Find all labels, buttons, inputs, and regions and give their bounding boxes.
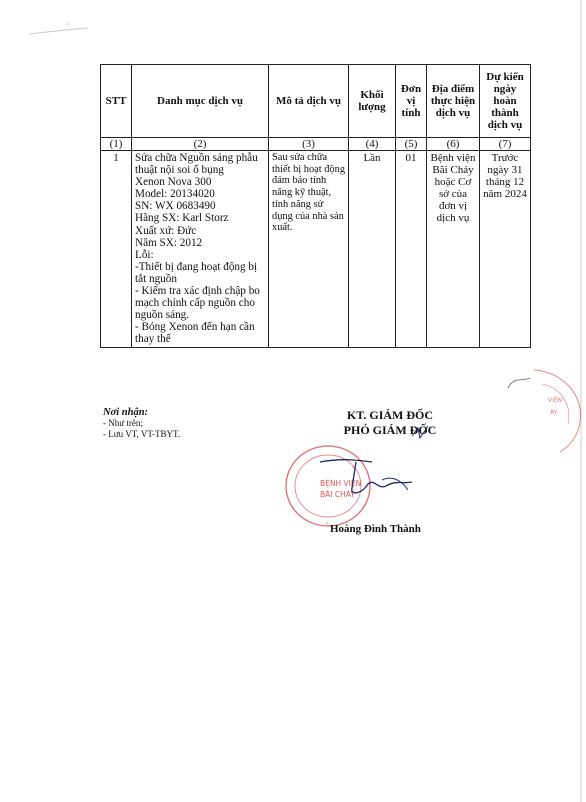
col-number: (3): [269, 138, 349, 151]
row-description: Sau sửa chữa thiết bị hoạt động đảm bảo tính năng kỹ thuật, tính năng sử dụng của nhà sản xuất.: [269, 151, 349, 348]
corner-scan-mark: [24, 20, 94, 40]
header-stt: STT: [101, 65, 132, 138]
service-line: Năm SX: 2012: [135, 236, 203, 249]
service-line: Model: 20134020: [135, 188, 215, 201]
service-line: Sửa chữa Nguồn sáng phẫu thuật nội soi ổ bụng: [135, 152, 258, 177]
partial-seal-edge-stamp: [504, 362, 586, 454]
col-number: (4): [349, 138, 396, 151]
recipients-title: Nơi nhận:: [103, 407, 149, 418]
row-completion: Trước ngày 31 tháng 12 năm 2024: [480, 151, 531, 348]
row-unit: 01: [396, 151, 427, 348]
header-quantity: Khối lượng: [349, 65, 396, 138]
row-stt: 1: [101, 151, 132, 348]
recipients-block: [103, 407, 180, 440]
recipient-item: - Lưu VT, VT-TBYT.: [103, 429, 181, 439]
service-line: - Kiểm tra xác định chập bo mạch chính cấp nguồn cho nguồn sáng.: [135, 285, 260, 322]
handwritten-signature-icon: [312, 450, 422, 500]
service-line: Xenon Nova 300: [135, 176, 212, 189]
service-line: SN: WX 0683490: [135, 200, 216, 213]
signature-title-1: KT. GIÁM ĐỐC: [346, 408, 434, 422]
row-location: Bệnh viện Bãi Cháy hoặc Cơ sở của đơn vị dịch vụ: [427, 151, 480, 348]
col-number: (6): [427, 138, 480, 151]
header-description: Mô tả dịch vụ: [269, 65, 349, 138]
table-header-row: [101, 65, 531, 138]
svg-text:VIỆN: VIỆN: [548, 397, 563, 404]
service-line: Hãng SX: Karl Storz: [135, 212, 229, 225]
service-line: - Bóng Xenon đến hạn cần thay thế: [135, 321, 255, 346]
column-number-row: [101, 138, 531, 151]
seal-text-line1: BỆNH VIỆN: [320, 479, 362, 488]
service-table: [100, 64, 531, 348]
header-completion: Dự kiến ngày hoàn thành dịch vụ: [480, 65, 531, 138]
service-line: Xuất xứ: Đức: [135, 224, 197, 237]
svg-text:*: *: [352, 466, 355, 472]
signature-title-2: PHÓ GIÁM ĐỐC: [343, 423, 437, 437]
service-line: Lỗi:: [135, 248, 154, 261]
col-number: (7): [480, 138, 531, 151]
row-service-details: [132, 151, 269, 348]
header-unit: Đơn vị tính: [396, 65, 427, 138]
seal-text-line2: BÃI CHÁY: [320, 490, 355, 499]
col-number: (2): [132, 138, 269, 151]
service-line: -Thiết bị đang hoạt động bị tắt nguồn: [135, 260, 258, 285]
svg-text:ÁY: ÁY: [550, 409, 558, 416]
header-location: Địa điểm thực hiện dịch vụ: [427, 65, 480, 138]
svg-text:*: *: [326, 522, 329, 528]
signer-name: Hoàng Đình Thành: [330, 523, 421, 535]
recipient-item: - Như trên;: [103, 418, 143, 428]
header-service: Danh mục dịch vụ: [132, 65, 269, 138]
initial-mark-icon: [410, 424, 430, 440]
table-row: [101, 151, 531, 348]
row-quantity: Lần: [349, 151, 396, 348]
signature-block: [300, 408, 480, 438]
col-number: (1): [101, 138, 132, 151]
col-number: (5): [396, 138, 427, 151]
